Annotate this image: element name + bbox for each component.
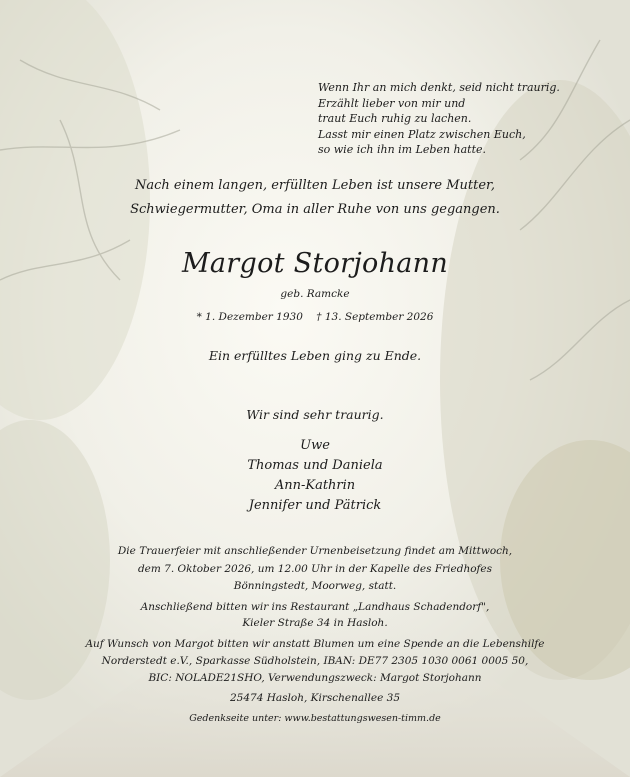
donation-line-3: BIC: NOLADE21SHO, Verwendungszweck: Margot Storjohann	[148, 672, 482, 684]
death-date: † 13. September 2026	[316, 311, 434, 323]
mourning-text: Wir sind sehr traurig.	[246, 407, 384, 422]
donation-line-1: Auf Wunsch von Margot bitten wir anstatt Blumen um eine Spende an die Lebenshilfe	[85, 638, 545, 650]
birth-date: * 1. Dezember 1930	[196, 311, 303, 323]
deceased-name: Margot Storjohann	[181, 248, 449, 279]
family-member: Ann-Kathrin	[274, 478, 356, 493]
family-member: Jennifer und Pätrick	[248, 498, 382, 513]
ceremony-line-3: Bönningstedt, Moorweg, statt.	[233, 580, 397, 592]
poem-line: so wie ich ihn im Leben hatte.	[318, 143, 487, 156]
ceremony-line-2: dem 7. Oktober 2026, um 12.00 Uhr in der Kapelle des Friedhofes	[137, 563, 493, 575]
intro-line-1: Nach einem langen, erfüllten Leben ist unsere Mutter,	[135, 178, 495, 193]
address: 25474 Hasloh, Kirschenallee 35	[230, 692, 400, 704]
poem-line: Wenn Ihr an mich denkt, seid nicht traurig.	[318, 81, 560, 94]
intro-line-2: Schwiegermutter, Oma in aller Ruhe von uns gegangen.	[130, 202, 500, 217]
ceremony-line-1: Die Trauerfeier mit anschließender Urnenbeisetzung findet am Mittwoch,	[117, 545, 513, 557]
life-phrase: Ein erfülltes Leben ging zu Ende.	[208, 348, 422, 363]
poem-line: traut Euch ruhig zu lachen.	[318, 112, 472, 125]
dates	[0, 311, 630, 323]
family-member: Thomas und Daniela	[247, 458, 383, 473]
donation-line-2: Norderstedt e.V., Sparkasse Südholstein, IBAN: DE77 2305 1030 0061 0005 50,	[101, 655, 529, 667]
poem-line: Erzählt lieber von mir und	[318, 96, 466, 110]
reception-line-2: Kieler Straße 34 in Hasloh.	[242, 617, 388, 629]
poem	[318, 80, 560, 158]
poem-line: Lasst mir einen Platz zwischen Euch,	[318, 127, 526, 141]
memorial-page: Gedenkseite unter: www.bestattungswesen-timm.de	[189, 713, 441, 724]
family-member: Uwe	[300, 438, 330, 453]
reception-line-1: Anschließend bitten wir ins Restaurant „Landhaus Schadendorf",	[140, 601, 490, 613]
birth-name: geb. Ramcke	[280, 288, 350, 300]
